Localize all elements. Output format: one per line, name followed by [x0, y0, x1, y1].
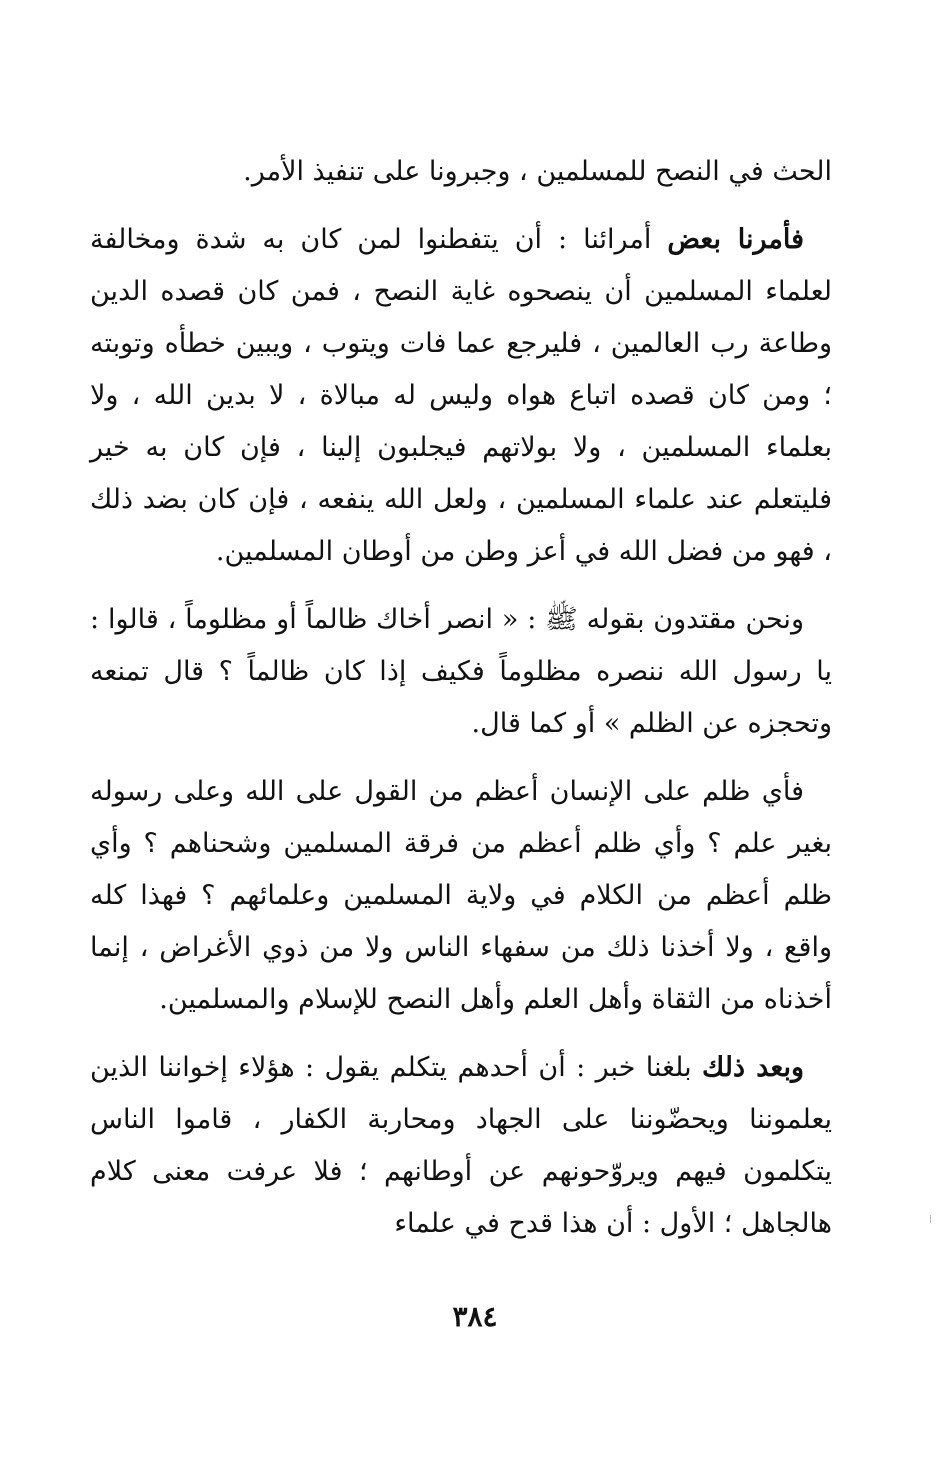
- body-text: [90, 146, 832, 1266]
- paragraph-4: [90, 766, 832, 1026]
- paragraph-3: [90, 594, 832, 750]
- paragraph-5: [90, 1042, 832, 1250]
- paragraph-1-text: الحث في النصح للمسلمين ، وجبرونا على تنفيذ الأمر.: [243, 156, 832, 187]
- page-number: ٣٨٤: [452, 1300, 498, 1333]
- paragraph-4-text: فأي ظلم على الإنسان أعظم من القول على الله وعلى رسوله بغير علم ؟ وأي ظلم أعظم من فرقة المسلمين وشحناهم ؟ وأي ظلم أعظم من الكلام في ولاية المسلمين وعلمائهم ؟ فهذا كله واقع ، ولا أخذنا ذلك من سفهاء الناس ولا من ذوي الأغراض ، إنما أخذناه من الثقاة وأهل العلم وأهل النصح للإسلام والمسلمين.: [90, 776, 832, 1015]
- paragraph-2: [90, 214, 832, 578]
- paragraph-2-text: أمرائنا : أن يتفطنوا لمن كان به شدة ومخالفة لعلماء المسلمين أن ينصحوه غاية النصح ، فمن كان قصده الدين وطاعة رب العالمين ، فليرجع عما فات ويتوب ، ويبين خطأه وتوبته ؛ ومن كان قصده اتباع هواه وليس له مبالاة ، لا بدين الله ، ولا بعلماء المسلمين ، ولا بولاتهم فيجلبون إلينا ، فإن كان به خير فليتعلم عند علماء المسلمين ، ولعل الله ينفعه ، فإن كان بضد ذلك ، فهو من فضل الله في أعز وطن من أوطان المسلمين.: [90, 224, 832, 567]
- paragraph-5-lead: وبعد ذلك: [702, 1052, 804, 1083]
- paragraph-3-text: ونحن مقتدون بقوله ﷺ : « انصر أخاك ظالماً أو مظلوماً ، قالوا : يا رسول الله ننصره مظلوماً فكيف إذا كان ظالماً ؟ قال تمنعه وتحجزه عن الظلم » أو كما قال.: [90, 604, 832, 739]
- scan-edge-mark: [930, 1215, 931, 1223]
- paragraph-5-text: بلغنا خبر : أن أحدهم يتكلم يقول : هؤلاء إخواننا الذين يعلموننا ويحضّوننا على الجهاد ومحاربة الكفار ، قاموا الناس يتكلمون فيهم ويروّحونهم عن أوطانهم ؛ فلا عرفت معنى كلام هالجاهل ؛ الأول : أن هذا قدح في علماء: [90, 1052, 832, 1239]
- paragraph-1: [90, 146, 832, 198]
- paragraph-2-lead: فأمرنا بعض: [667, 224, 804, 255]
